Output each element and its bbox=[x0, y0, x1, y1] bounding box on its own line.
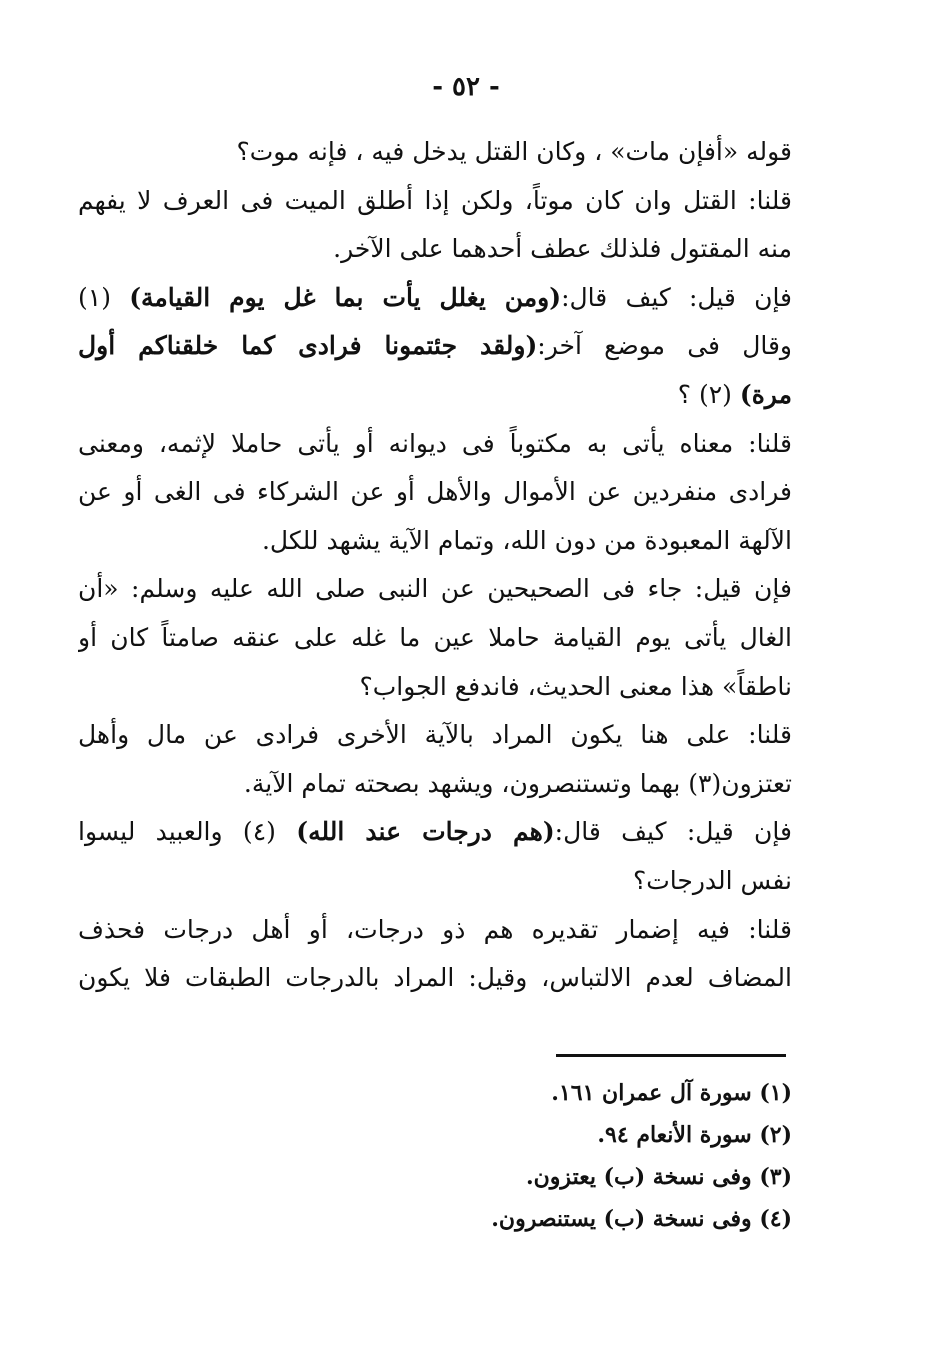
footnote-divider bbox=[556, 1054, 786, 1057]
text-line: منه المقتول فلذلك عطف أحدهما على الآخر. bbox=[333, 234, 792, 264]
text-line bbox=[78, 808, 792, 857]
text-line: قوله «أفإن مات» ، وكان القتل يدخل فيه ، فإنه موت؟ bbox=[236, 137, 792, 166]
quran-quote: مرة) bbox=[739, 379, 792, 409]
quran-quote: (ولقد جئتمونا فرادى كما خلقناكم أول bbox=[78, 331, 538, 361]
footnotes bbox=[400, 1072, 792, 1240]
text-line: قلنا: على هنا يكون المراد بالآية الأخرى فرادى عن مال وأهل bbox=[78, 720, 792, 750]
line-text: فإن قيل: كيف قال: bbox=[554, 817, 792, 847]
text-line: قلنا: فيه إضمار تقديره هم ذو درجات، أو أهل درجات فحذف bbox=[78, 914, 792, 944]
footnote: (٢) سورة الأنعام ٩٤. bbox=[597, 1122, 792, 1148]
text-line: قلنا: القتل وان كان موتاً، ولكن إذا أطلق الميت فى العرف لا يفهم bbox=[78, 185, 792, 215]
text-line: ناطقاً» هذا معنى الحديث، فاندفع الجواب؟ bbox=[359, 671, 792, 701]
text-line: فرادى منفردين عن الأموال والأهل أو عن الشركاء فى الغى أو عن bbox=[78, 477, 792, 507]
footnote: (١) سورة آل عمران ١٦١. bbox=[551, 1080, 792, 1106]
footnote: (٤) وفى نسخة (ب) يستنصرون. bbox=[491, 1206, 792, 1232]
text-line bbox=[78, 322, 792, 371]
text-line bbox=[78, 371, 792, 420]
text-line: المضاف لعدم الالتباس، وقيل: المراد بالدرجات الطبقات فلا يكون bbox=[78, 963, 792, 993]
text-line: قلنا: معناه يأتى به مكتوباً فى ديوانه أو يأتى حاملا لإثمه، ومعنى bbox=[78, 428, 792, 458]
text-line: الآلهة المعبودة من دون الله، وتمام الآية يشهد للكل. bbox=[261, 525, 792, 555]
text-line: نفس الدرجات؟ bbox=[632, 865, 792, 895]
line-text: فإن قيل: كيف قال: bbox=[561, 282, 792, 312]
line-text: (٤) والعبيد ليسوا bbox=[78, 817, 297, 847]
text-line: فإن قيل: جاء فى الصحيحين عن النبى صلى الله عليه وسلم: «أن bbox=[78, 574, 792, 604]
text-line: الغال يأتى يوم القيامة حاملا عين ما غله على عنقه صامتاً كان أو bbox=[78, 622, 792, 652]
text-line: تعتزون(٣) بهما وتستنصرون، ويشهد بصحته تمام الآية. bbox=[243, 768, 792, 798]
line-text: (٢) ؟ bbox=[677, 379, 740, 409]
line-text: وقال فى موضع آخر: bbox=[537, 331, 792, 361]
quran-quote: (هم درجات عند الله) bbox=[296, 817, 555, 847]
page-number: - ٥٢ - bbox=[432, 72, 500, 102]
body-text bbox=[78, 128, 792, 1003]
text-line bbox=[78, 274, 792, 323]
line-text: (١) bbox=[78, 282, 130, 312]
footnote: (٣) وفى نسخة (ب) يعتزون. bbox=[525, 1164, 792, 1190]
quran-quote: (ومن يغلل يأت بما غل يوم القيامة) bbox=[129, 282, 562, 312]
